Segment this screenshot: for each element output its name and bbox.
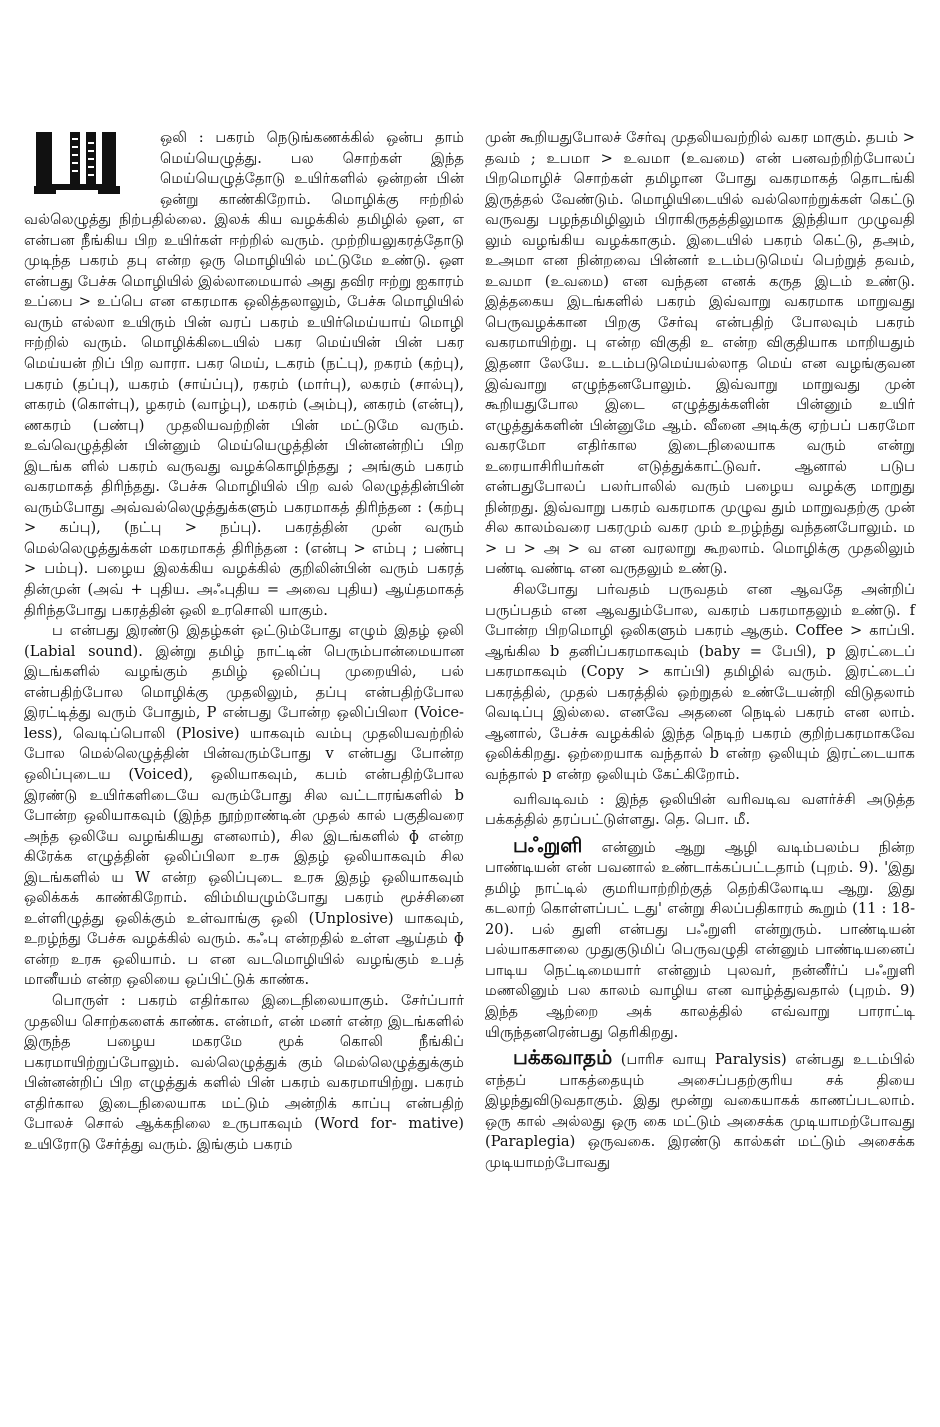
right-paragraph-loanwords: சிலபோது பர்வதம் பருவதம் என ஆவதே அன்றிப் பருப்பதம் என ஆவதும்போல, வகரம் பகரமாதலும் உண்டு. f போன்ற பிறமொழி ஒலிகளும் பகரம் ஆகும். Coffee > காப்பி. ஆங்கில b தனிப்பகரமாகவும் (baby = பேபி), p இரட்டைப் பகரமாகவும் (Copy > காப்பி) தமிழில் வரும். இரட்டைப் பகரத்தில், முதல் பகரத்தில் ஒற்றுதல் உண்டேயன்றி விடுதலாம் வெடிப்பு இல்லை. எனவே அதனை நெடில் பகரம் என லாம். ஆனால், பேச்சு வழக்கில் இந்த நெடிற் பகரம் குறிற்பகரமாகவே ஒலிக்கிறது. ஒற்றையாக வந்தால் b என்ற ஒலியும் இரட்டையாக வந்தால் p என்ற ஒலியும் கேட்கிறோம். bbox=[485, 581, 915, 783]
entry-pakkavatham bbox=[485, 1047, 915, 1173]
entry-body: (பாரிச வாயு Paralysis) என்பது உடம்பில் எந்தப் பாகத்தையும் அசைப்பதற்குரிய சக் தியை இழந்துவிடுவதாகும். இது மூன்று வகையாகக் காணப்படலாம். ஒரு கால் அல்லது ஒரு கை மட்டும் அசைக்க முடியாமற்போவது (Paraplegia) ஒருவகை. இரண்டு கால்கள் மட்டும் அசைக்க முடியாமற்போவது bbox=[485, 1051, 915, 1171]
entry-headword: பஃறுளி bbox=[513, 832, 583, 857]
drop-letter-pa-ornament bbox=[28, 132, 146, 194]
left-paragraph-meaning: பொருள் : பகரம் எதிர்கால இடைநிலையாகும். சேர்ப்பார் முதலிய சொற்களைக் காண்க. என்மர், என் மனர் என்ற இடங்களில் இருந்த பழைய மகரமே மூக் கொலி நீங்கிப் பகரமாயிற்றுப்போலும். வல்லெழுத்துக் கும் மெல்லெழுத்துக்கும் பின்னன்றிப் பிற எழுத்துக் களில் பின் பகரம் வகரமாயிற்று. பகரம் எதிர்கால இடைநிலையாக மட்டும் அன்றிக் காப்பு என்பதிற் போலச் சொல் ஆக்கநிலை உருபாகவும் (Word for- mative) உயிரோடு சேர்த்து வரும். இங்கும் பகரம் bbox=[24, 991, 464, 1153]
left-paragraph-sound: ஒலி : பகரம் நெடுங்கணக்கில் ஒன்ப தாம் மெய்யெழுத்து. பல சொற்கள் இந்த மெய்யெழுத்தோடு உயிர்களில் ஒன்றன் பின் ஒன்று காண்கிறோம். மொழிக்கு ஈற்றில் வல்லெழுத்து நிற்பதில்லை. இலக் கிய வழக்கில் தமிழில் ஔ, எ என்பன நீங்கிய பிற உயிர்கள் ஈற்றில் வரும். முற்றியலுகரத்தோடு முடிந்த பகரம் தபு என்ற ஒரு மொழியில் மட்டுமே உண்டு. ஔ என்பது பேச்சு மொழியில் இல்லாமையால் அது தவிர ஈற்று ஐகாரம் உப்பை > உப்பெ என எகரமாக ஒலித்தலாலும், பேச்சு மொழியில் வரும் எல்லா உயிரும் பின் வரப் பகரம் உயிர்மெய்யாய் மொழி ஈற்றில் வரும். மொழிக்கிடையில் பகர மெய்யின் பின் பகர மெய்யன் றிப் பிற வாரா. பகர மெய், டகரம் (நட்பு), றகரம் (கற்பு), பகரம் (தப்பு), யகரம் (சாய்ப்பு), ரகரம் (மார்பு), லகரம் (சால்பு), ளகரம் (கொள்பு), ழகரம் (வாழ்பு), மகரம் (அம்பு), னகரம் (என்பு), ணகரம் (பண்பு) முதலியவற்றின் பின் மட்டுமே வரும். உவ்வெழுத்தின் பின்னும் மெய்யெழுத்தின் பின்னன்றிப் பிற இடங்க ளில் பகரம் வருவது வழக்கொழிந்தது ; அங்கும் பகரம் வகரமாகத் திரிந்தது. பேச்சு மொழியில் பிற வல் லெழுத்தின்பின் வரும்போது அவ்வல்லெழுத்துக்களும் பகரமாகத் திரிந்தன : (கற்பு > கப்பு), (நட்பு > நப்பு). பகரத்தின் முன் வரும் மெல்லெழுத்துக்கள் மகரமாகத் திரிந்தன : (என்பு > எம்பு ; பண்பு > பம்பு). பழைய இலக்கிய வழக்கில் குறிலின்பின் வரும் பகரத் தின்முன் (அவ் + புதிய. அஃபுதிய = அவை புதிய) ஆய்தமாகத் திரிந்தபோது பகரத்தின் ஒலி உரசொலி யாகும். bbox=[24, 129, 464, 619]
entry-pahruli bbox=[485, 832, 915, 1043]
entry-headword: பக்கவாதம் bbox=[513, 1045, 613, 1070]
right-column bbox=[485, 128, 915, 1173]
right-paragraph-continuation: முன் கூறியதுபோலச் சேர்வு முதலியவற்றில் வகர மாகும். தபம் > தவம் ; உபமா > உவமா (உவமை) என் பனவற்றிற்போலப் பிறமொழிச் சொற்கள் தமிழான போது வகரமாகத் தொடங்கி இருத்தல் வேண்டும். மொழியிடையில் வல்லொற்றுக்கள் கெட்டு வருவது பழந்தமிழிலும் பிராகிருதத்திலுமாக இந்தியா முழுவதி லும் வழங்கிய வழக்காகும். இடையில் பகரம் கெட்டு, தஅம், உஅமா என நின்றவை பின்னர் உடம்படுமெய் பெற்றுத் தவம், உவமா (உவமை) என வந்தன எனக் கருத இடம் உண்டு. இத்தகைய இடங்களில் பகரம் இவ்வாறு வகரமாக மாறுவது பெருவழக்கான பிறகு சேர்வு என்பதிற் போலவும் பகரம் வகரமாயிற்று. பு என்ற விகுதி உ என்ற விகுதியாக மாறியதும் இதனா லேயே. உடம்படுமெய்யல்லாத மெய் என வழங்குவன இவ்வாறு எழுந்தனபோலும். இவ்வாறு மாறுவது முன் கூறியதுபோல இடை எழுத்துக்களின் பின்னும் உயிர் எழுத்துக்களின் பின்னுமே ஆம். வீனை அடிக்கு ஏற்பப் பகரமோ வகரமோ எதிர்கால இடைநிலையாக வரும் என்று உரையாசிரியர்கள் எடுத்துக்காட்டுவர். ஆனால் படுப என்பதுபோலப் பலர்பாலில் வரும் பழைய வழக்கு மாறுது நின்றது. இவ்வாறு பகரம் வகரமாக முழுவ தும் மாறுவதற்கு முன் சில காலம்வரை பகரமும் வகர மும் உறழ்ந்து வந்தனபோலும். ம > ப > அ > வ என வரலாறு கூறலாம். மொழிக்கு முதலிலும் பண்டி வண்டி என வருதலும் உண்டு. bbox=[485, 129, 915, 578]
entry-body: என்னும் ஆறு ஆழி வடிம்பலம்ப நின்ற பாண்டியன் என் பவனால் உண்டாக்கப்பட்டதாம் (புறம். 9). 'இது தமிழ் நாட்டில் குமரியாற்றிற்குத் தெற்கிலோடிய ஆறு. இது கடலாற் கொள்ளப்பட் டது' என்று சிலப்பதிகாரம் கூறும் (11 : 18-20). பல் துளி என்பது பஃறுளி என்றுரும். பாண்டியன் பல்யாகசாலை முதுகுடுமிப் பெருவழுதி என்னும் பாண்டியனைப் பாடிய நெட்டிமையார் என்னும் புலவர், நன்னீர்ப் பஃறுளி மணலினும் பல காலம் வாழிய என வாழ்த்துவதால் (புறம். 9) இந்த ஆற்றை அக் காலத்தில் எவ்வாறு பாராட்டி யிருந்தனரென்பது தெரிகிறது. bbox=[485, 838, 915, 1041]
left-column bbox=[24, 128, 464, 1155]
right-paragraph-script-form: வரிவடிவம் : இந்த ஒலியின் வரிவடிவ வளர்ச்சி அடுத்த பக்கத்தில் தரப்பட்டுள்ளது. தெ. பொ. மீ. bbox=[485, 790, 915, 829]
left-paragraph-labial: ப என்பது இரண்டு இதழ்கள் ஒட்டும்போது எழும் இதழ் ஒலி (Labial sound). இன்று தமிழ் நாட்டின் பெரும்பான்மையான இடங்களில் வழங்கும் தமிழ் ஒலிப்பு முறையில், பல் என்பதிற்போல மொழிக்கு முதலிலும், தப்பு என்பதிற்போல இரட்டித்து வரும் போதும், P என்பது போன்ற ஒலிப்பிலா (Voice-less), வெடிப்பொலி (Plosive) யாகவும் வம்பு முதலியவற்றில் போல மெல்லெழுத்தின் பின்வரும்போது v என்பது போன்ற ஒலிப்புடைய (Voiced), ஒலியாகவும், கபம் என்பதிற்போல இரண்டு உயிர்களிடையே வரும்போது சில வட்டாரங்களில் b போன்ற ஒலியாகவும் (இந்த நூற்றாண்டின் முதல் கால் பகுதிவரை அந்த ஒலியே வழங்கியது எனலாம்), சில இடங்களில் ɸ என்ற கிரேக்க எழுத்தின் ஒலிப்பிலா உரசு இதழ் ஒலியாகவும் சில இடங்களில் ய W என்ற ஒலிப்புடை உரசு இதழ் ஒலியாகவும் ஒலிக்கக் காண்கிறோம். விம்மியழும்போது பகரம் மூச்சினை உள்ளிழுத்து ஒலிக்கும் உள்வாங்கு ஒலி (Unplosive) யாகவும், உறழ்ந்து பேச்சு வழக்கில் வரும். கஃபு என்றதில் உள்ள ஆய்தம் ɸ என்ற உரசு ஒலியாம். ப என வடமொழியில் வழங்கும் உபத் மானீயம் என்ற ஒலியை ஒப்பிட்டுக் காண்க. bbox=[24, 622, 464, 989]
